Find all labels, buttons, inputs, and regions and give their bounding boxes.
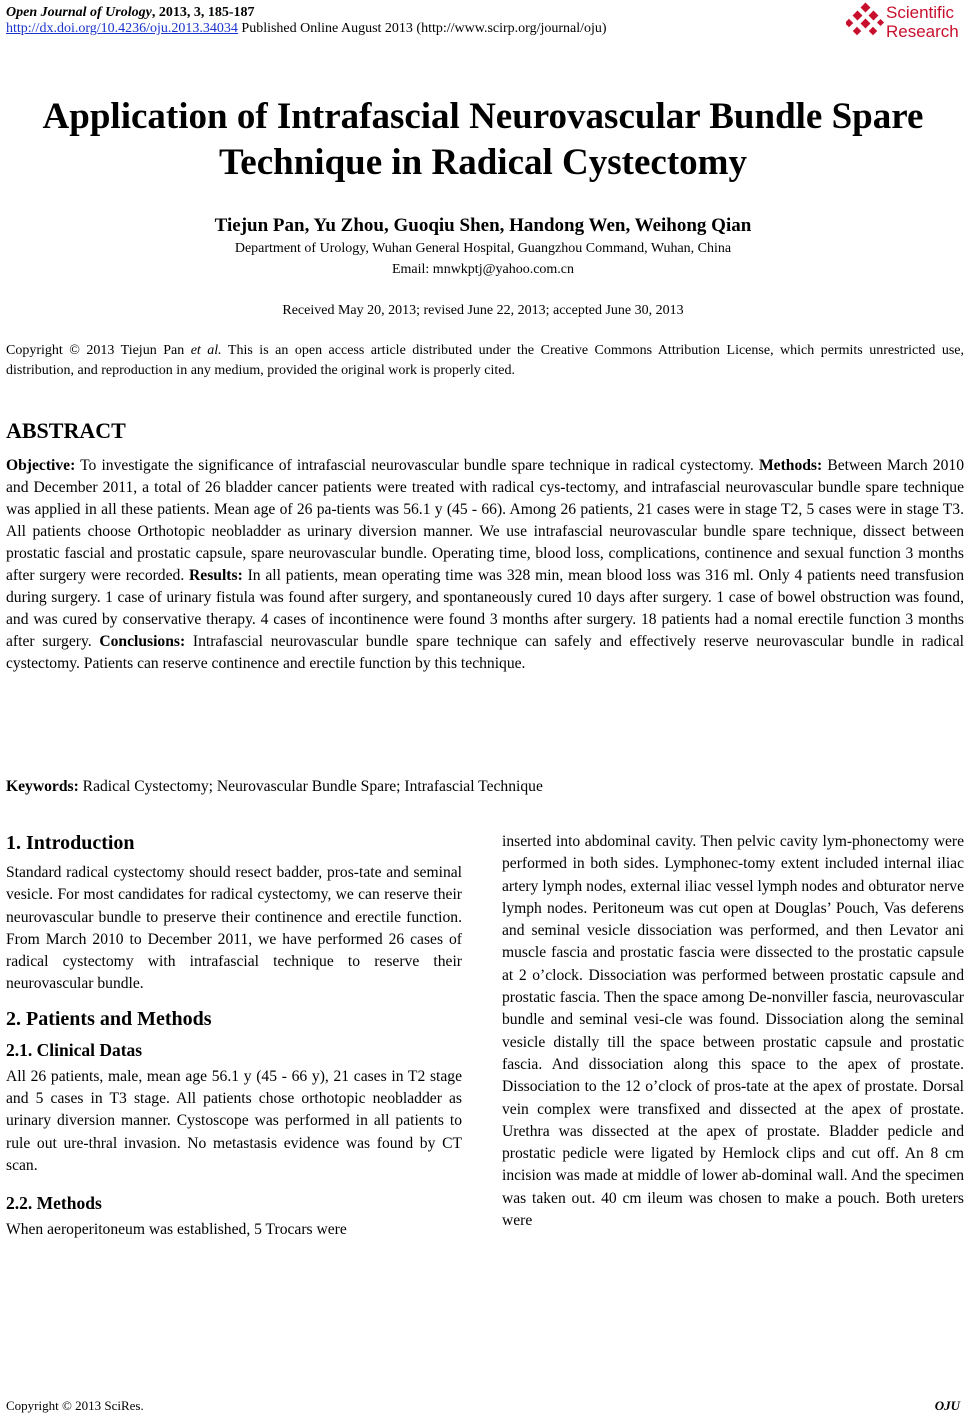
publisher-name-line1: Scientific — [886, 3, 955, 22]
paper-title-line2: Technique in Radical Cystectomy — [219, 142, 747, 183]
publisher-name — [886, 3, 959, 41]
published-online-text: Published Online August 2013 (http://www.scirp.org/journal/oju) — [237, 21, 607, 36]
introduction-text: Standard radical cystectomy should resect badder, pros-tate and seminal vesicle. For most candidates for radical cystectomy, we can reserve their neurovascular bundle to preserve their continence and erectile function. From March 2010 to December 2011, we have performed 26 cases of radical cystectomy with intrafascial technique to reserve their neurovascular bundle. — [6, 864, 462, 993]
right-column — [502, 831, 964, 1232]
left-column — [6, 830, 462, 1242]
authors: Tiejun Pan, Yu Zhou, Guoqiu Shen, Handong Wen, Weihong Qian — [214, 215, 752, 236]
paper-title-line1: Application of Intrafascial Neurovascular Bundle Spare — [42, 96, 924, 137]
conclusions-text: Intrafascial neurovascular bundle spare technique can safely and effectively reserve neurovascular bundle in radical cystectomy. Patients can reserve continence and erectile function by this technique. — [6, 633, 964, 672]
clinical-datas-text: All 26 patients, male, mean age 56.1 y (45 - 66 y), 21 cases in T2 stage and 5 cases in T3 stage. All patients chose orthotopic neobladder as urinary diversion manner. Cystoscope was performed in all patients to rule out ure-thral invasion. No metastasis evidence was found by CT scan. — [6, 1067, 462, 1174]
keywords-text: Radical Cystectomy; Neurovascular Bundle Spare; Intrafascial Technique — [78, 778, 543, 795]
methods-body-text: When aeroperitoneum was established, 5 Trocars were — [6, 1221, 347, 1239]
clinical-datas-heading: 2.1. Clinical Datas — [6, 1039, 143, 1060]
publisher-logo-icon — [846, 2, 886, 42]
publisher-name-line2: Research — [886, 22, 959, 41]
abstract-body — [6, 455, 964, 675]
results-label: Results: — [189, 567, 243, 584]
objective-label: Objective: — [6, 457, 76, 474]
objective-text: To investigate the significance of intrafascial neurovascular bundle spare technique in radical cystectomy. — [75, 457, 759, 474]
footer-journal-abbr: OJU — [934, 1398, 960, 1413]
keywords — [6, 776, 964, 798]
abstract-heading: ABSTRACT — [6, 418, 126, 443]
publisher-logo — [846, 2, 966, 42]
methods-text: Between March 2010 and December 2011, a total of 26 bladder cancer patients were treated with radical cys-tectomy, and intrafascial neurovascular bundle spare technique was applied in all these patients. Mean age of 26 pa-tients was 56.1 y (45 - 66). Among 26 patients, 21 cases were in stage T2, 5 cases were in stage T3. All patients choose Orthotopic neobladder as urinary diversion manner. We use intrafascial neurovascular bundle spare technique, dissect between prostatic fascial and prostatic capsule, spare neurovascular bundle. Operating time, blood loss, complications, continence and sexual function 3 months after surgery were recorded. — [6, 457, 964, 584]
journal-volume-info: , 2013, 3, 185-187 — [151, 5, 255, 20]
received-dates: Received May 20, 2013; revised June 22, 2013; accepted June 30, 2013 — [282, 303, 684, 318]
methods-subheading: 2.2. Methods — [6, 1193, 102, 1214]
patients-methods-heading: 2. Patients and Methods — [6, 1007, 212, 1030]
journal-name: Open Journal of Urology — [6, 5, 152, 20]
right-column-text: inserted into abdominal cavity. Then pelvic cavity lym-phonectomy were performed in both sides. Lymphonec-tomy extent included internal iliac artery lymph nodes, external iliac vessel lymph nodes and obturator nerve lymph nodes. Peritoneum was cut open at Douglas’ Pouch, Vas deferens and seminal vesicle dissociation was performed, and then Levator ani muscle fascia and prostatic fascia were dissected to the prostatic capsule at 2 o’clock. Dissociation was performed between prostatic capsule and prostatic fascia. Then the space among De-nonviller fascia, neurovascular bundle and seminal vesi-cle was found. Dissociation along the seminal vesicle distally till the space between prostatic capsule and prostatic fascia. And dissociation along this space to the apex of prostate. Dissociation to the 12 o’clock of pros-tate at the apex of prostate. Dorsal vein complex were transfixed and dissected at the apex of prostate. Urethra was dissected at the apex of prostate. Bladder pedicle and prostatic pedicle were ligated by Hemlock clips and cut off. An 8 cm incision was made at middle of lower ab-dominal wall. And the specimen was taken out. 40 cm ileum was chosen to make a pouch. Both ureters were — [502, 833, 964, 1230]
copyright-part1: Copyright © 2013 Tiejun Pan — [6, 343, 191, 358]
results-text: In all patients, mean operating time was 328 min, mean blood loss was 316 ml. Only 4 patients need transfusion during surgery. 1 case of urinary fistula was found after surgery, and spontaneously cured 10 days after surgery. 1 case of bowel obstruction was found, and was cured by conservative therapy. 4 cases of incontinence were found 3 months after surgery. 18 patients had a nomal erectile function 3 months after surgery. — [6, 567, 964, 650]
footer-copyright: Copyright © 2013 SciRes. — [6, 1398, 144, 1413]
copyright-etal: et al. — [190, 343, 222, 358]
copyright-notice — [6, 341, 964, 381]
methods-label: Methods: — [758, 457, 823, 474]
doi-line — [6, 20, 607, 38]
introduction-heading: 1. Introduction — [6, 832, 135, 854]
paper-title — [0, 94, 966, 186]
copyright-part2: This is an open access article distributed under the Creative Commons Attribution License, which permits unrestricted use, distribution, and reproduction in any medium, provided the original work is properly cited. — [6, 343, 964, 378]
keywords-label: Keywords: — [6, 778, 79, 795]
email: Email: mnwkptj@yahoo.com.cn — [391, 262, 575, 277]
affiliation: Department of Urology, Wuhan General Hospital, Guangzhou Command, Wuhan, China — [234, 241, 732, 256]
conclusions-label: Conclusions: — [99, 633, 186, 650]
doi-link[interactable]: http://dx.doi.org/10.4236/oju.2013.34034 — [6, 21, 238, 36]
